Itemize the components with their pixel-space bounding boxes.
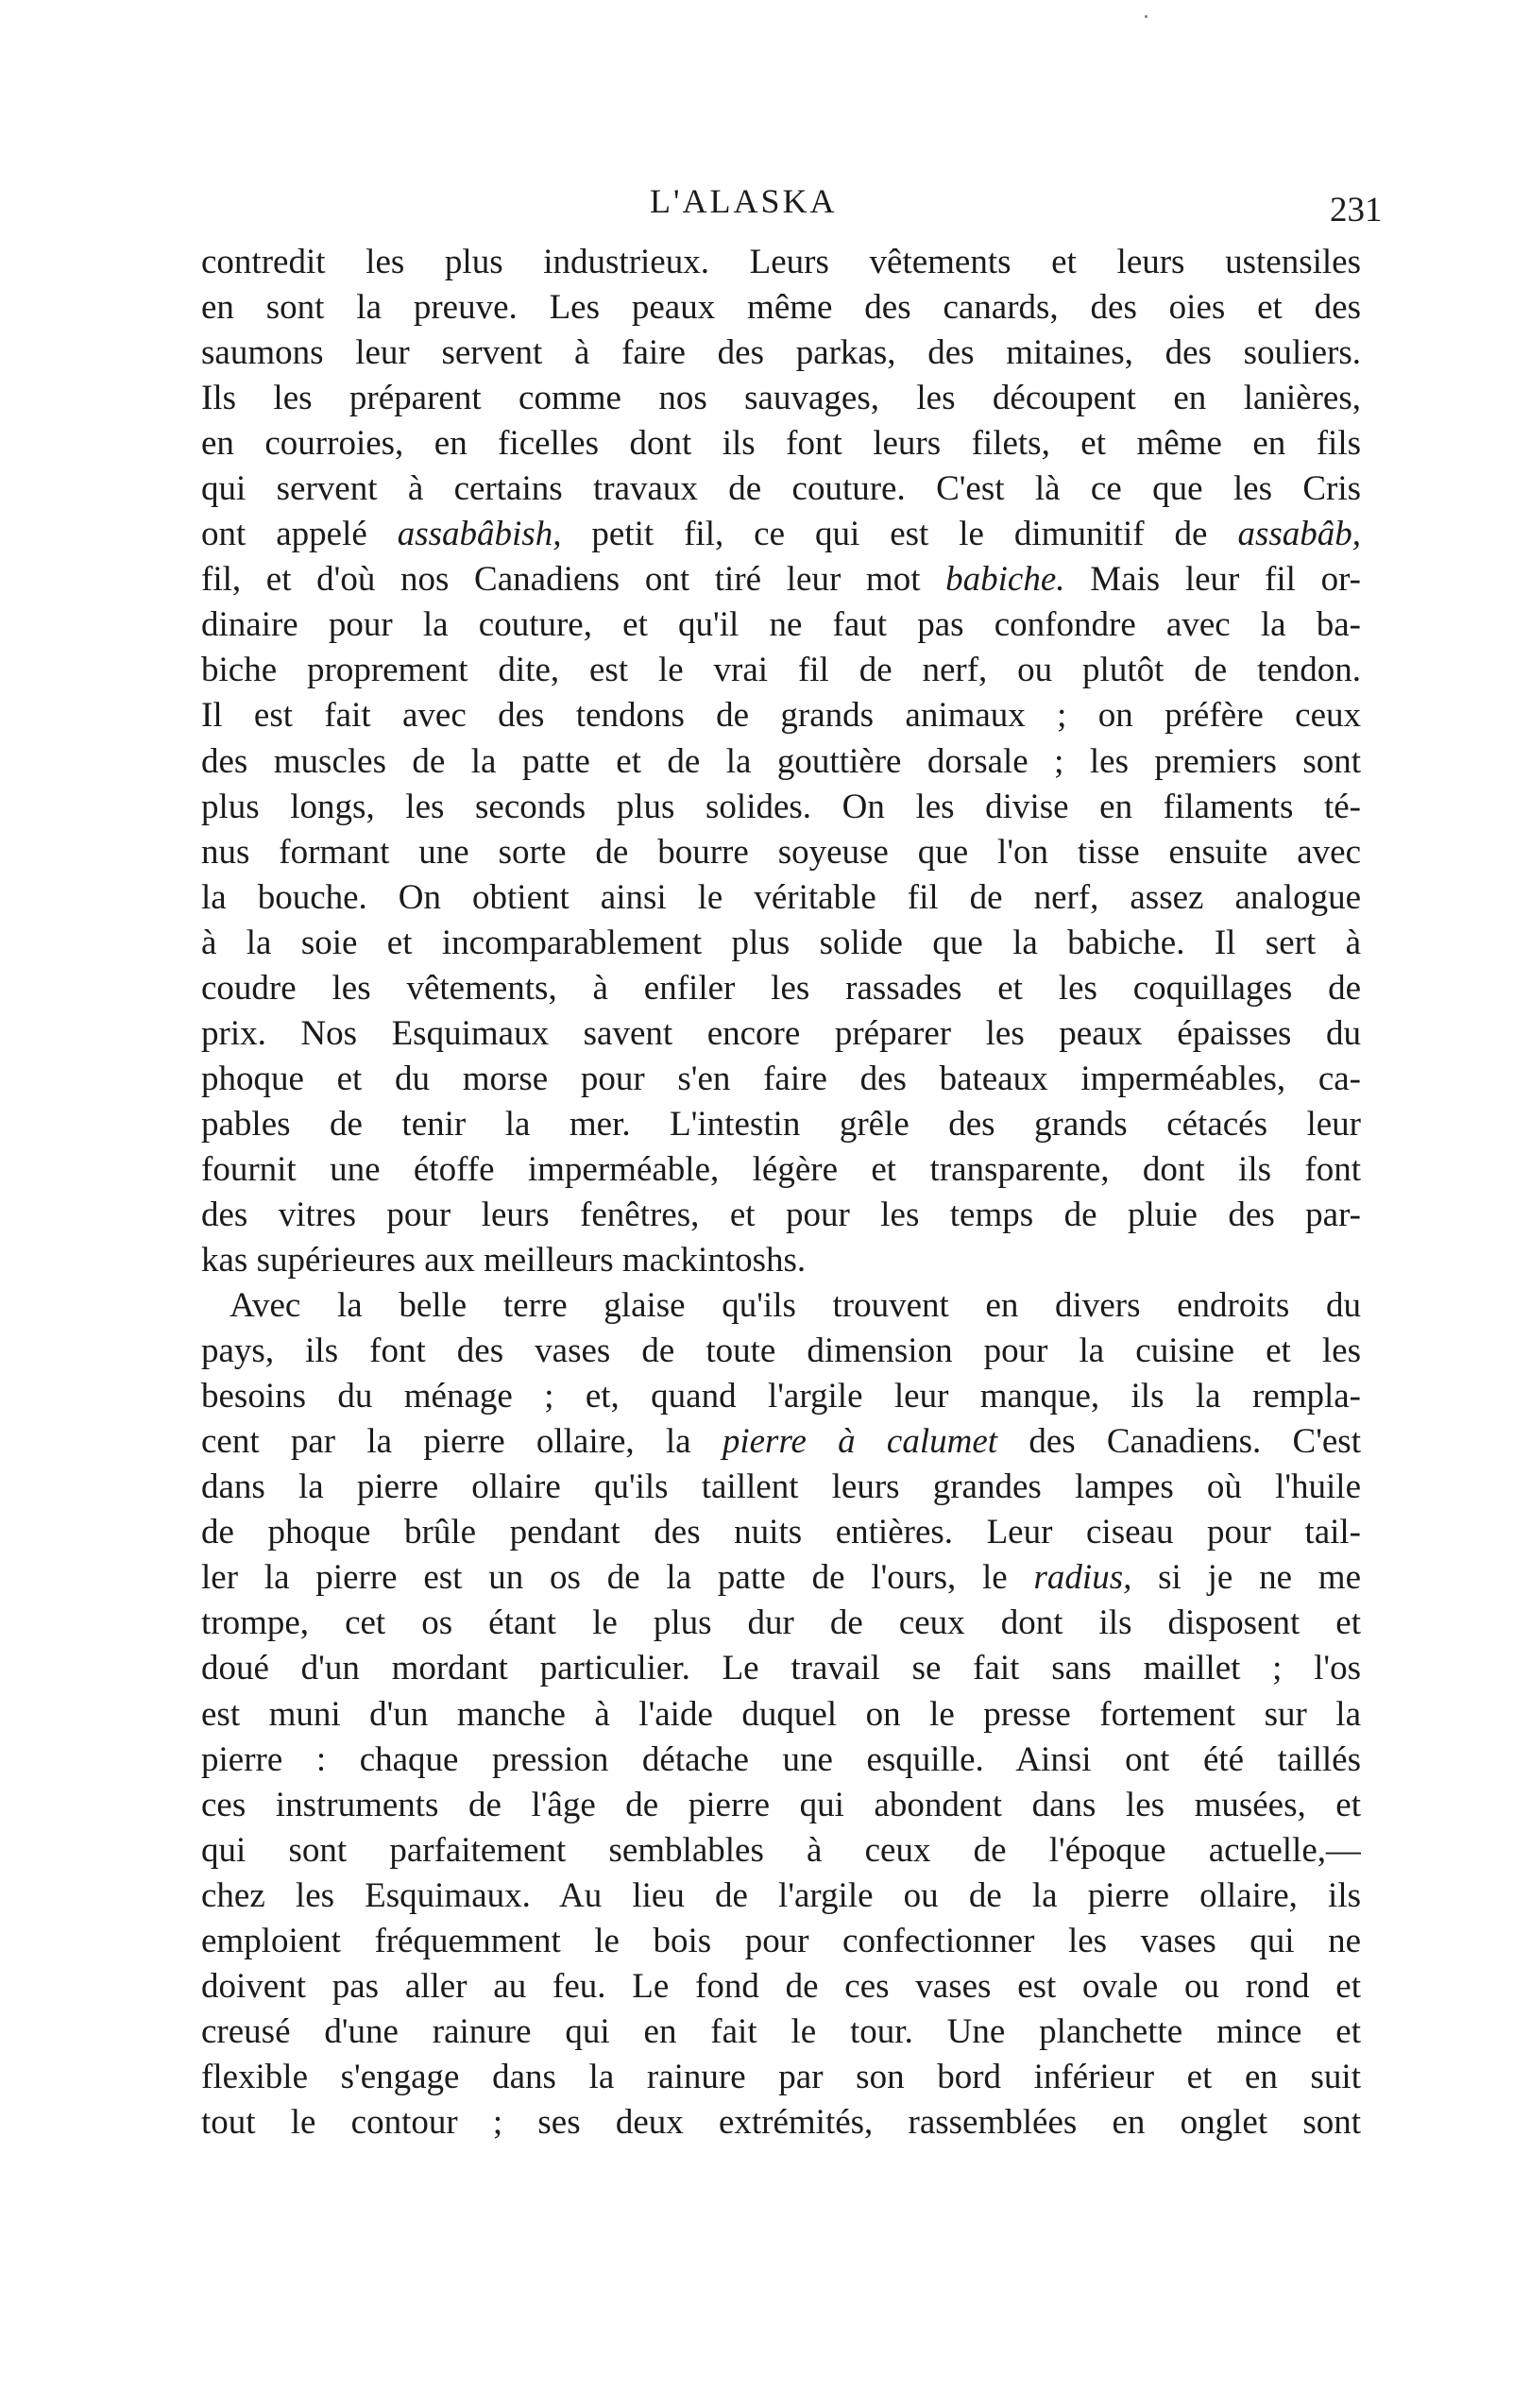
- text-line: chez les Esquimaux. Au lieu de l'argile ou de la pierre ollaire, ils: [201, 1875, 1361, 1915]
- text-line: des muscles de la patte et de la gouttière dorsale ; les premiers sont: [201, 741, 1361, 781]
- text-segment: ler la pierre est un os de la patte de l'ours, le: [201, 1558, 1034, 1598]
- text-line: nus formant une sorte de bourre soyeuse que l'on tisse ensuite avec: [201, 832, 1361, 872]
- text-line: [201, 1555, 1361, 1601]
- text-line: coudre les vêtements, à enfiler les rassades et les coquillages de: [201, 968, 1361, 1008]
- text-line: qui servent à certains travaux de couture. C'est là ce que les Cris: [201, 469, 1361, 509]
- text-line: prix. Nos Esquimaux savent encore préparer les peaux épaisses du: [201, 1013, 1361, 1053]
- text-line: contredit les plus industrieux. Leurs vêtements et leurs ustensiles: [201, 243, 1361, 281]
- text-line: ces instruments de l'âge de pierre qui abondent dans les musées, et: [201, 1785, 1361, 1824]
- text-line: dans la pierre ollaire qu'ils taillent leurs grandes lampes où l'huile: [201, 1467, 1361, 1507]
- text-line: la bouche. On obtient ainsi le véritable fil de nerf, assez analogue: [201, 877, 1361, 917]
- text-line: biche proprement dite, est le vrai fil de nerf, ou plutôt de tendon.: [201, 651, 1361, 690]
- text-line: Avec la belle terre glaise qu'ils trouvent en divers endroits du: [230, 1286, 1361, 1326]
- page-number: 231: [1330, 191, 1383, 229]
- running-head: [0, 178, 1530, 229]
- text-line: qui sont parfaitement semblables à ceux de l'époque actuelle,—: [201, 1830, 1361, 1870]
- text-line: besoins du ménage ; et, quand l'argile leur manque, ils la rempla-: [201, 1377, 1361, 1416]
- text-segment: ont appelé: [201, 515, 398, 554]
- text-line: kas supérieures aux meilleurs mackintoshs.: [201, 1241, 807, 1280]
- text-line: emploient fréquemment le bois pour confectionner les vases qui ne: [201, 1921, 1361, 1960]
- text-line: flexible s'engage dans la rainure par son bord inférieur et en suit: [201, 2057, 1361, 2096]
- text-line: [201, 1419, 1361, 1465]
- text-line: Ils les préparent comme nos sauvages, les découpent en lanières,: [201, 379, 1361, 418]
- text-line: pables de tenir la mer. L'intestin grêle des grands cétacés leur: [201, 1104, 1361, 1144]
- italic-term: radius,: [1033, 1558, 1132, 1598]
- text-line: creusé d'une rainure qui en fait le tour. Une planchette mince et: [201, 2011, 1361, 2051]
- text-segment: petit fil, ce qui est le dimunitif de: [561, 515, 1238, 554]
- text-line: pierre : chaque pression détache une esquille. Ainsi ont été taillés: [201, 1739, 1361, 1779]
- text-line: fournit une étoffe imperméable, légère et transparente, dont ils font: [201, 1149, 1361, 1189]
- text-line: doivent pas aller au feu. Le fond de ces vases est ovale ou rond et: [201, 1966, 1361, 2006]
- text-line: Il est fait avec des tendons de grands animaux ; on préfère ceux: [201, 696, 1361, 736]
- text-line: dinaire pour la couture, et qu'il ne faut pas confondre avec la ba-: [201, 605, 1361, 645]
- text-line: saumons leur servent à faire des parkas, des mitaines, des souliers.: [201, 333, 1361, 373]
- text-line: trompe, cet os étant le plus dur de ceux dont ils disposent et: [201, 1603, 1361, 1643]
- paper-speck: [1145, 15, 1148, 18]
- text-line: [201, 512, 1361, 557]
- text-line: plus longs, les seconds plus solides. On les divise en filaments té-: [201, 787, 1361, 826]
- italic-term: assabâbish,: [397, 515, 562, 554]
- text-line: doué d'un mordant particulier. Le travail se fait sans maillet ; l'os: [201, 1649, 1361, 1688]
- text-segment: des Canadiens. C'est: [997, 1422, 1361, 1462]
- text-line: en courroies, en ficelles dont ils font leurs filets, et même en fils: [201, 424, 1361, 464]
- italic-term: pierre à calumet: [722, 1422, 998, 1462]
- text-line: [201, 557, 1361, 602]
- italic-term: assabâb,: [1237, 515, 1361, 554]
- text-line: des vitres pour leurs fenêtres, et pour les temps de pluie des par-: [201, 1195, 1361, 1234]
- text-segment: fil, et d'où nos Canadiens ont tiré leur mot: [201, 560, 946, 600]
- text-line: en sont la preuve. Les peaux même des canards, des oies et des: [201, 288, 1361, 328]
- running-title: L'ALASKA: [650, 182, 838, 220]
- text-line: de phoque brûle pendant des nuits entières. Leur ciseau pour tail-: [201, 1513, 1361, 1552]
- italic-term: babiche.: [945, 560, 1065, 600]
- text-line: tout le contour ; ses deux extrémités, rassemblées en onglet sont: [201, 2102, 1361, 2142]
- text-segment: cent par la pierre ollaire, la: [201, 1422, 722, 1462]
- text-line: pays, ils font des vases de toute dimension pour la cuisine et les: [201, 1331, 1361, 1371]
- text-segment: si je ne me: [1131, 1558, 1361, 1598]
- text-line: à la soie et incomparablement plus solide que la babiche. Il sert à: [201, 923, 1361, 962]
- text-line: phoque et du morse pour s'en faire des bateaux imperméables, ca-: [201, 1059, 1361, 1098]
- body-text: [201, 240, 1361, 2145]
- text-line: est muni d'un manche à l'aide duquel on le presse fortement sur la: [201, 1694, 1361, 1734]
- text-segment: Mais leur fil or-: [1064, 560, 1361, 600]
